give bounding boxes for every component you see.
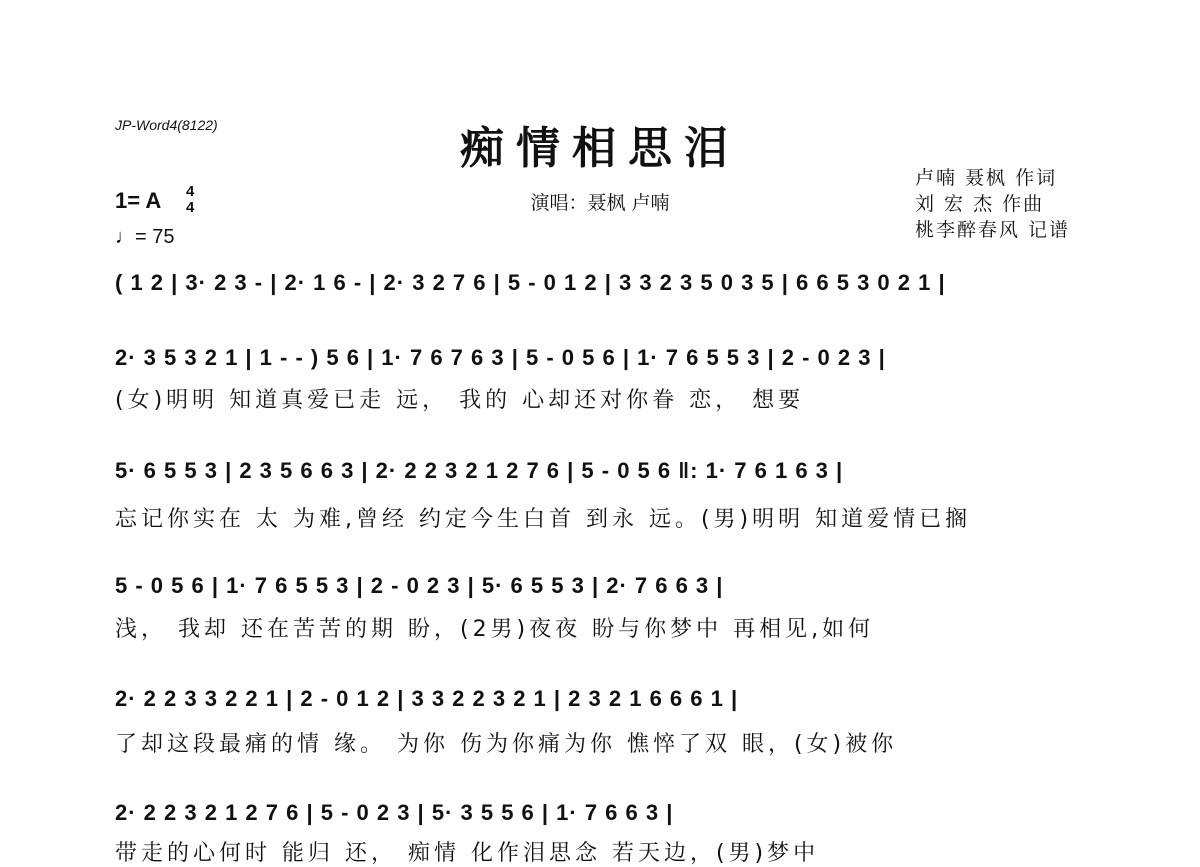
- lyricist-credit: 卢喃 聂枫 作词: [915, 167, 1058, 189]
- lyrics-line-4: 浅， 我却 还在苦苦的期 盼，(2男)夜夜 盼与你梦中 再相见,如何: [115, 617, 875, 642]
- tempo-marking: ♩= 75: [115, 226, 175, 248]
- lyrics-line-2: (女)明明 知道真爱已走 远， 我的 心却还对你眷 恋， 想要: [115, 388, 805, 413]
- song-title: 痴情相思泪: [460, 123, 740, 174]
- time-signature-top: 4: [186, 183, 195, 200]
- time-signature-bottom: 4: [186, 199, 195, 216]
- transcriber-credit: 桃李醉春风 记谱: [915, 219, 1071, 241]
- notation-line-4: 5 - 0 5 6 | 1· 7 6 5 5 3 | 2 - 0 2 3 | 5· 6 5 5 3 | 2· 7 6 6 3 |: [115, 573, 724, 598]
- composer-credit: 刘 宏 杰 作曲: [915, 193, 1045, 215]
- singers-line: 演唱：聂枫 卢喃: [530, 192, 670, 214]
- lyrics-line-3: 忘记你实在 太 为难,曾经 约定今生白首 到永 远。(男)明明 知道爱情已搁: [115, 507, 972, 532]
- lyrics-line-5: 了却这段最痛的情 缘。 为你 伤为你痛为你 憔悴了双 眼，(女)被你: [115, 732, 898, 757]
- notation-line-1: ( 1 2 | 3· 2 3 - | 2· 1 6 - | 2· 3 2 7 6 | 5 - 0 1 2 | 3 3 2 3 5 0 3 5 | 6 6 5 3 0 2 1 |: [115, 270, 946, 295]
- notation-line-3: 5· 6 5 5 3 | 2 3 5 6 6 3 | 2· 2 2 3 2 1 2 7 6 | 5 - 0 5 6 ‖: 1· 7 6 1 6 3 |: [115, 458, 844, 483]
- time-signature: [186, 184, 194, 216]
- notation-line-5: 2· 2 2 3 3 2 2 1 | 2 - 0 1 2 | 3 3 2 2 3 2 1 | 2 3 2 1 6 6 6 1 |: [115, 686, 739, 711]
- key-signature: 1= A: [115, 188, 162, 213]
- lyrics-line-6: 带走的心何时 能归 还， 痴情 化作泪思念 若天边，(男)梦中: [115, 841, 820, 866]
- software-watermark: JP-Word4(8122): [115, 117, 218, 133]
- notation-line-6: 2· 2 2 3 2 1 2 7 6 | 5 - 0 2 3 | 5· 3 5 5 6 | 1· 7 6 6 3 |: [115, 800, 674, 825]
- notation-line-2: 2· 3 5 3 2 1 | 1 - - ) 5 6 | 1· 7 6 7 6 3 | 5 - 0 5 6 | 1· 7 6 5 5 3 | 2 - 0 2 3 |: [115, 345, 886, 370]
